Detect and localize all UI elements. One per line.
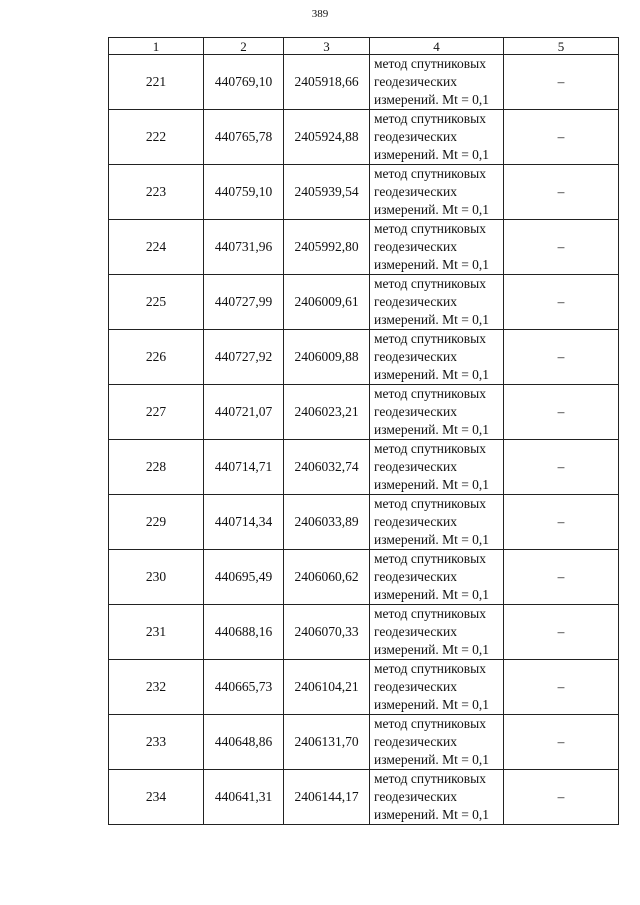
table-row xyxy=(109,440,619,495)
point-number-cell: 222 xyxy=(109,110,204,165)
x-coordinate-cell: 440727,99 xyxy=(204,275,284,330)
note-cell: – xyxy=(504,660,619,715)
method-line: измерений. Mt = 0,1 xyxy=(374,202,490,217)
y-coordinate-cell: 2406131,70 xyxy=(284,715,370,770)
y-coordinate-cell: 2406070,33 xyxy=(284,605,370,660)
method-line: измерений. Mt = 0,1 xyxy=(374,752,490,767)
note-cell: – xyxy=(504,55,619,110)
table-row xyxy=(109,220,619,275)
table-row xyxy=(109,605,619,660)
method-line: метод спутниковых xyxy=(374,661,486,676)
method-line: геодезических xyxy=(374,404,457,419)
note-cell: – xyxy=(504,605,619,660)
table-row xyxy=(109,330,619,385)
method-line: геодезических xyxy=(374,569,457,584)
table-row xyxy=(109,165,619,220)
method-cell xyxy=(370,275,504,330)
point-number-cell: 231 xyxy=(109,605,204,660)
method-line: измерений. Mt = 0,1 xyxy=(374,422,490,437)
method-cell xyxy=(370,550,504,605)
note-cell: – xyxy=(504,220,619,275)
method-cell xyxy=(370,440,504,495)
method-cell xyxy=(370,660,504,715)
table-row xyxy=(109,770,619,825)
method-line: измерений. Mt = 0,1 xyxy=(374,92,490,107)
y-coordinate-cell: 2405924,88 xyxy=(284,110,370,165)
table-header-row xyxy=(109,38,619,55)
method-line: метод спутниковых xyxy=(374,441,486,456)
note-cell: – xyxy=(504,440,619,495)
method-line: геодезических xyxy=(374,349,457,364)
note-cell: – xyxy=(504,550,619,605)
y-coordinate-cell: 2406144,17 xyxy=(284,770,370,825)
method-line: метод спутниковых xyxy=(374,716,486,731)
column-header-5: 5 xyxy=(504,38,619,55)
point-number-cell: 230 xyxy=(109,550,204,605)
x-coordinate-cell: 440714,34 xyxy=(204,495,284,550)
method-line: измерений. Mt = 0,1 xyxy=(374,367,490,382)
x-coordinate-cell: 440727,92 xyxy=(204,330,284,385)
method-line: измерений. Mt = 0,1 xyxy=(374,587,490,602)
note-cell: – xyxy=(504,110,619,165)
note-cell: – xyxy=(504,770,619,825)
method-line: геодезических xyxy=(374,239,457,254)
method-line: измерений. Mt = 0,1 xyxy=(374,257,490,272)
table-row xyxy=(109,495,619,550)
point-number-cell: 229 xyxy=(109,495,204,550)
x-coordinate-cell: 440759,10 xyxy=(204,165,284,220)
note-cell: – xyxy=(504,275,619,330)
method-line: геодезических xyxy=(374,294,457,309)
method-line: метод спутниковых xyxy=(374,771,486,786)
method-cell xyxy=(370,220,504,275)
table-row xyxy=(109,550,619,605)
table-body xyxy=(109,55,619,825)
method-line: геодезических xyxy=(374,129,457,144)
x-coordinate-cell: 440695,49 xyxy=(204,550,284,605)
method-line: измерений. Mt = 0,1 xyxy=(374,312,490,327)
column-header-2: 2 xyxy=(204,38,284,55)
x-coordinate-cell: 440721,07 xyxy=(204,385,284,440)
y-coordinate-cell: 2405992,80 xyxy=(284,220,370,275)
x-coordinate-cell: 440765,78 xyxy=(204,110,284,165)
method-line: измерений. Mt = 0,1 xyxy=(374,477,490,492)
point-number-cell: 226 xyxy=(109,330,204,385)
table-row xyxy=(109,385,619,440)
y-coordinate-cell: 2406032,74 xyxy=(284,440,370,495)
note-cell: – xyxy=(504,715,619,770)
method-line: геодезических xyxy=(374,459,457,474)
y-coordinate-cell: 2406009,88 xyxy=(284,330,370,385)
column-header-4: 4 xyxy=(370,38,504,55)
table-row xyxy=(109,660,619,715)
x-coordinate-cell: 440641,31 xyxy=(204,770,284,825)
method-line: геодезических xyxy=(374,624,457,639)
point-number-cell: 221 xyxy=(109,55,204,110)
method-cell xyxy=(370,495,504,550)
method-line: геодезических xyxy=(374,184,457,199)
note-cell: – xyxy=(504,385,619,440)
x-coordinate-cell: 440714,71 xyxy=(204,440,284,495)
column-header-3: 3 xyxy=(284,38,370,55)
y-coordinate-cell: 2406023,21 xyxy=(284,385,370,440)
method-line: измерений. Mt = 0,1 xyxy=(374,532,490,547)
method-cell xyxy=(370,330,504,385)
method-line: геодезических xyxy=(374,74,457,89)
method-line: метод спутниковых xyxy=(374,111,486,126)
column-header-1: 1 xyxy=(109,38,204,55)
table-row xyxy=(109,110,619,165)
method-line: геодезических xyxy=(374,679,457,694)
point-number-cell: 234 xyxy=(109,770,204,825)
y-coordinate-cell: 2406060,62 xyxy=(284,550,370,605)
method-line: метод спутниковых xyxy=(374,386,486,401)
method-line: метод спутниковых xyxy=(374,276,486,291)
method-cell xyxy=(370,110,504,165)
coordinates-table xyxy=(108,37,619,825)
method-line: измерений. Mt = 0,1 xyxy=(374,807,490,822)
method-line: измерений. Mt = 0,1 xyxy=(374,697,490,712)
method-cell xyxy=(370,605,504,660)
method-line: геодезических xyxy=(374,789,457,804)
point-number-cell: 224 xyxy=(109,220,204,275)
point-number-cell: 227 xyxy=(109,385,204,440)
note-cell: – xyxy=(504,165,619,220)
point-number-cell: 232 xyxy=(109,660,204,715)
y-coordinate-cell: 2406009,61 xyxy=(284,275,370,330)
x-coordinate-cell: 440769,10 xyxy=(204,55,284,110)
method-line: метод спутниковых xyxy=(374,606,486,621)
method-cell xyxy=(370,770,504,825)
y-coordinate-cell: 2406104,21 xyxy=(284,660,370,715)
method-line: метод спутниковых xyxy=(374,166,486,181)
x-coordinate-cell: 440648,86 xyxy=(204,715,284,770)
page-number: 389 xyxy=(311,8,329,20)
point-number-cell: 233 xyxy=(109,715,204,770)
method-line: измерений. Mt = 0,1 xyxy=(374,642,490,657)
method-line: метод спутниковых xyxy=(374,221,486,236)
table-row xyxy=(109,275,619,330)
point-number-cell: 228 xyxy=(109,440,204,495)
method-line: геодезических xyxy=(374,514,457,529)
y-coordinate-cell: 2405939,54 xyxy=(284,165,370,220)
method-cell xyxy=(370,165,504,220)
y-coordinate-cell: 2406033,89 xyxy=(284,495,370,550)
y-coordinate-cell: 2405918,66 xyxy=(284,55,370,110)
method-cell xyxy=(370,385,504,440)
method-line: измерений. Mt = 0,1 xyxy=(374,147,490,162)
method-cell xyxy=(370,715,504,770)
point-number-cell: 223 xyxy=(109,165,204,220)
method-line: метод спутниковых xyxy=(374,56,486,71)
method-line: метод спутниковых xyxy=(374,331,486,346)
method-cell xyxy=(370,55,504,110)
x-coordinate-cell: 440688,16 xyxy=(204,605,284,660)
point-number-cell: 225 xyxy=(109,275,204,330)
x-coordinate-cell: 440731,96 xyxy=(204,220,284,275)
note-cell: – xyxy=(504,495,619,550)
method-line: геодезических xyxy=(374,734,457,749)
note-cell: – xyxy=(504,330,619,385)
x-coordinate-cell: 440665,73 xyxy=(204,660,284,715)
method-line: метод спутниковых xyxy=(374,496,486,511)
table-row xyxy=(109,715,619,770)
method-line: метод спутниковых xyxy=(374,551,486,566)
table-row xyxy=(109,55,619,110)
